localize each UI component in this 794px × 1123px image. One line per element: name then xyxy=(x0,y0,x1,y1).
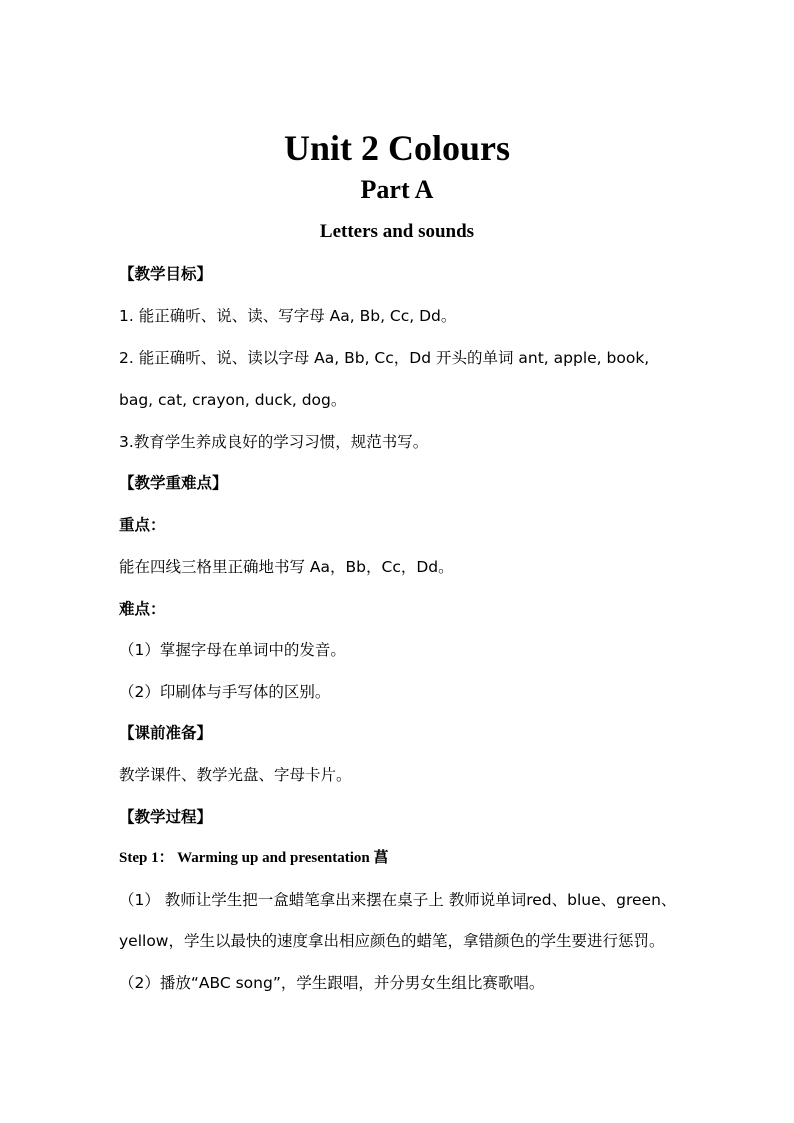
key-point-label: 重点： xyxy=(119,516,166,534)
objective-item-1: 1. 能正确听、说、读、写字母 Aa, Bb, Cc, Dd。 xyxy=(119,307,457,325)
difficult-point-1: （1）掌握字母在单词中的发音。 xyxy=(119,641,346,659)
preparation-heading: 【课前准备】 xyxy=(119,724,213,742)
preparation-text: 教学课件、教学光盘、字母卡片。 xyxy=(119,766,352,784)
difficult-point-2: （2）印刷体与手写体的区别。 xyxy=(119,683,331,701)
process-paragraph-1-line-2: yellow，学生以最快的速度拿出相应颜色的蜡笔，拿错颜色的学生要进行惩罚。 xyxy=(119,932,665,950)
objectives-heading: 【教学目标】 xyxy=(119,265,213,283)
key-point-text: 能在四线三格里正确地书写 Aa，Bb，Cc，Dd。 xyxy=(119,558,454,576)
key-points-heading: 【教学重难点】 xyxy=(119,474,228,492)
process-paragraph-1-line-1: （1） 教师让学生把一盒蜡笔拿出来摆在桌子上 教师说单词red、blue、green、 xyxy=(119,891,677,909)
lesson-subtitle: Letters and sounds xyxy=(319,221,475,242)
objective-item-3: 3.教育学生养成良好的学习习惯，规范书写。 xyxy=(119,433,429,451)
process-heading: 【教学过程】 xyxy=(119,808,213,826)
difficult-point-label: 难点： xyxy=(119,600,166,618)
process-paragraph-2: （2）播放“ABC song”，学生跟唱，并分男女生组比赛歌唱。 xyxy=(119,974,545,992)
objective-item-2-line-1: 2. 能正确听、说、读以字母 Aa, Bb, Cc，Dd 开头的单词 ant, apple, book, xyxy=(119,349,650,367)
unit-title: Unit 2 Colours xyxy=(283,128,511,168)
part-title: Part A xyxy=(360,175,434,204)
objective-item-2-line-2: bag, cat, crayon, duck, dog。 xyxy=(119,391,347,409)
step-1-label: Step 1： Warming up and presentation 菖 xyxy=(119,850,389,866)
